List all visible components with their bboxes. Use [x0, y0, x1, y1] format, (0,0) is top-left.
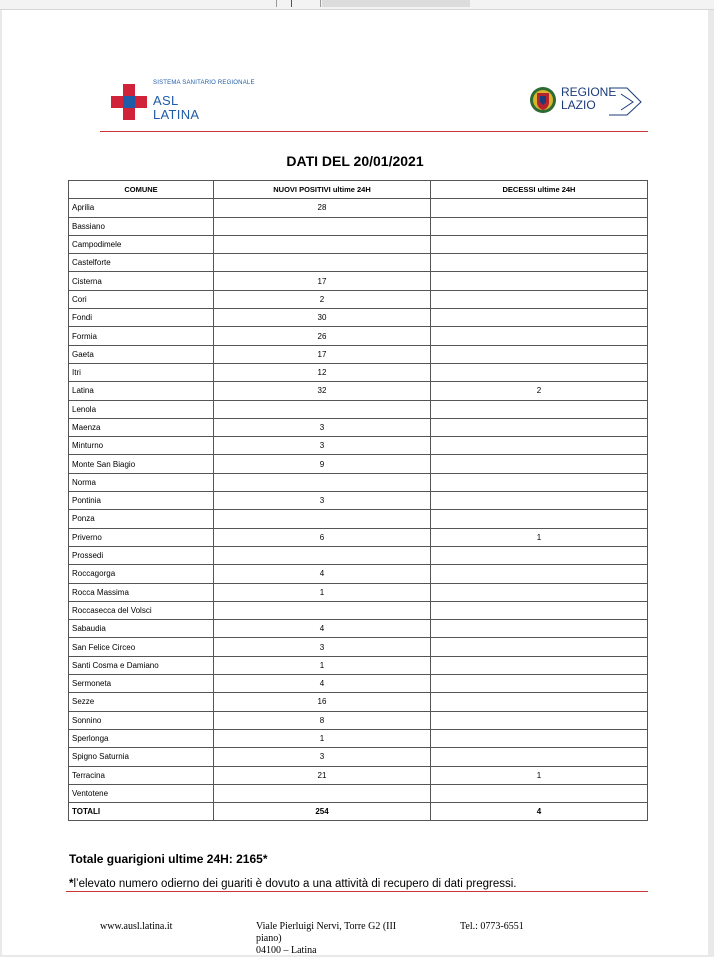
cell-comune: Roccagorga	[69, 565, 214, 583]
covid-data-table	[68, 180, 648, 821]
table-row	[69, 711, 648, 729]
cell-decessi	[431, 693, 648, 711]
table-row	[69, 455, 648, 473]
table-row	[69, 327, 648, 345]
cell-comune: San Felice Circeo	[69, 638, 214, 656]
cell-comune: Pontinia	[69, 492, 214, 510]
table-row	[69, 601, 648, 619]
asl-subtitle: SISTEMA SANITARIO REGIONALE	[153, 80, 255, 86]
table-row	[69, 437, 648, 455]
cell-nuovi-positivi: 3	[214, 748, 431, 766]
cell-comune: Sperlonga	[69, 729, 214, 747]
cell-nuovi-positivi	[214, 400, 431, 418]
cell-comune: Castelforte	[69, 254, 214, 272]
footer-address-line1: Viale Pierluigi Nervi, Torre G2 (III	[256, 921, 397, 932]
cell-nuovi-positivi: 12	[214, 363, 431, 381]
table-body	[69, 199, 648, 821]
cell-decessi: 1	[431, 766, 648, 784]
cell-total-nuovi-positivi: 254	[214, 803, 431, 821]
toolbar-separator	[276, 0, 277, 7]
regione-lazio-logo	[529, 82, 645, 122]
table-row	[69, 638, 648, 656]
column-header-comune: COMUNE	[69, 181, 214, 199]
cell-decessi	[431, 748, 648, 766]
table-row	[69, 235, 648, 253]
table-row	[69, 309, 648, 327]
cell-decessi	[431, 473, 648, 491]
table-row	[69, 473, 648, 491]
table-row	[69, 290, 648, 308]
column-header-decessi: DECESSI ultime 24H	[431, 181, 648, 199]
cell-comune: Aprilia	[69, 199, 214, 217]
cell-comune: Roccasecca del Volsci	[69, 601, 214, 619]
table-row	[69, 418, 648, 436]
note-text: l’elevato numero odierno dei guariti è dovuto a una attività di recupero di dati pregressi.	[73, 878, 517, 890]
cell-nuovi-positivi: 6	[214, 528, 431, 546]
footer-address-line3: 04100 – Latina	[256, 945, 317, 956]
cell-decessi	[431, 546, 648, 564]
asl-name-line1: ASL	[153, 93, 179, 108]
cell-nuovi-positivi: 1	[214, 656, 431, 674]
cell-comune: Latina	[69, 382, 214, 400]
cell-nuovi-positivi	[214, 784, 431, 802]
cell-decessi: 2	[431, 382, 648, 400]
cell-comune: Prossedi	[69, 546, 214, 564]
cell-comune: Sabaudia	[69, 620, 214, 638]
table-row	[69, 766, 648, 784]
cell-comune: Spigno Saturnia	[69, 748, 214, 766]
note-asterisk: *	[69, 878, 74, 890]
cell-comune: Norma	[69, 473, 214, 491]
cell-decessi	[431, 327, 648, 345]
cell-decessi	[431, 290, 648, 308]
table-row	[69, 492, 648, 510]
cell-decessi: 1	[431, 528, 648, 546]
cell-comune: Lenola	[69, 400, 214, 418]
cell-nuovi-positivi: 3	[214, 437, 431, 455]
cell-nuovi-positivi	[214, 546, 431, 564]
table-row	[69, 729, 648, 747]
cell-comune: Itri	[69, 363, 214, 381]
table-row	[69, 510, 648, 528]
cell-decessi	[431, 217, 648, 235]
table-row	[69, 400, 648, 418]
cell-decessi	[431, 620, 648, 638]
table-row	[69, 675, 648, 693]
cell-nuovi-positivi: 1	[214, 729, 431, 747]
cell-nuovi-positivi	[214, 601, 431, 619]
asl-name	[153, 94, 199, 122]
cell-total-decessi: 4	[431, 803, 648, 821]
cell-nuovi-positivi	[214, 473, 431, 491]
cell-decessi	[431, 363, 648, 381]
cell-decessi	[431, 418, 648, 436]
cell-comune: Bassiano	[69, 217, 214, 235]
table-header-row	[69, 181, 648, 199]
table-row	[69, 620, 648, 638]
cell-decessi	[431, 784, 648, 802]
recovered-total: Totale guarigioni ultime 24H: 2165*	[69, 852, 268, 866]
footer-address-line2: piano)	[256, 933, 282, 944]
cell-decessi	[431, 309, 648, 327]
cell-decessi	[431, 345, 648, 363]
cell-decessi	[431, 565, 648, 583]
cell-nuovi-positivi: 17	[214, 345, 431, 363]
cell-nuovi-positivi	[214, 217, 431, 235]
footer-address	[256, 921, 396, 957]
table-row	[69, 363, 648, 381]
cell-nuovi-positivi: 32	[214, 382, 431, 400]
cell-comune: Ventotene	[69, 784, 214, 802]
cell-comune: Cori	[69, 290, 214, 308]
cell-total-label: TOTALI	[69, 803, 214, 821]
table-row	[69, 784, 648, 802]
cell-comune: Sonnino	[69, 711, 214, 729]
table-row	[69, 748, 648, 766]
cell-nuovi-positivi: 4	[214, 620, 431, 638]
cell-decessi	[431, 583, 648, 601]
cell-nuovi-positivi: 4	[214, 565, 431, 583]
recovered-note	[69, 878, 517, 890]
cell-nuovi-positivi: 17	[214, 272, 431, 290]
cell-comune: Sermoneta	[69, 675, 214, 693]
document-title: DATI DEL 20/01/2021	[286, 153, 424, 169]
cell-nuovi-positivi: 3	[214, 418, 431, 436]
cell-decessi	[431, 437, 648, 455]
toolbar-field[interactable]	[322, 0, 470, 7]
asl-name-line2: LATINA	[153, 107, 200, 122]
toolbar-separator	[320, 0, 321, 7]
cell-comune: Maenza	[69, 418, 214, 436]
toolbar-separator	[291, 0, 292, 7]
cell-nuovi-positivi: 30	[214, 309, 431, 327]
cell-nuovi-positivi: 9	[214, 455, 431, 473]
regione-lazio-line2: LAZIO	[561, 98, 596, 112]
cell-nuovi-positivi: 2	[214, 290, 431, 308]
cell-comune: Cisterna	[69, 272, 214, 290]
footer-phone: Tel.: 0773-6551	[460, 921, 524, 932]
table-row	[69, 583, 648, 601]
cell-decessi	[431, 455, 648, 473]
table-row	[69, 272, 648, 290]
cell-decessi	[431, 601, 648, 619]
cell-decessi	[431, 199, 648, 217]
table-row	[69, 217, 648, 235]
cell-comune: Campodimele	[69, 235, 214, 253]
cell-nuovi-positivi	[214, 254, 431, 272]
cell-nuovi-positivi: 28	[214, 199, 431, 217]
cell-comune: Rocca Massima	[69, 583, 214, 601]
table-row	[69, 345, 648, 363]
cell-nuovi-positivi: 16	[214, 693, 431, 711]
cell-nuovi-positivi: 4	[214, 675, 431, 693]
cell-decessi	[431, 492, 648, 510]
cell-comune: Monte San Biagio	[69, 455, 214, 473]
cell-nuovi-positivi: 8	[214, 711, 431, 729]
cell-decessi	[431, 711, 648, 729]
cell-comune: Minturno	[69, 437, 214, 455]
cell-comune: Ponza	[69, 510, 214, 528]
cell-decessi	[431, 510, 648, 528]
table-row	[69, 382, 648, 400]
viewer-toolbar-strip	[0, 0, 714, 10]
regione-lazio-line1: REGIONE	[561, 85, 617, 99]
column-header-nuovi-positivi: NUOVI POSITIVI ultime 24H	[214, 181, 431, 199]
cell-decessi	[431, 656, 648, 674]
cell-comune: Priverno	[69, 528, 214, 546]
cell-decessi	[431, 729, 648, 747]
cell-nuovi-positivi	[214, 235, 431, 253]
cell-comune: Terracina	[69, 766, 214, 784]
regione-lazio-chevron-icon	[607, 86, 643, 116]
cell-nuovi-positivi	[214, 510, 431, 528]
cell-decessi	[431, 254, 648, 272]
table-row	[69, 199, 648, 217]
cell-comune: Gaeta	[69, 345, 214, 363]
cell-nuovi-positivi: 21	[214, 766, 431, 784]
cell-nuovi-positivi: 3	[214, 638, 431, 656]
table-total-row	[69, 803, 648, 821]
cell-decessi	[431, 675, 648, 693]
cell-nuovi-positivi: 1	[214, 583, 431, 601]
header-divider	[100, 131, 648, 132]
table-row	[69, 693, 648, 711]
document-page	[2, 10, 708, 955]
cell-comune: Fondi	[69, 309, 214, 327]
cell-nuovi-positivi: 3	[214, 492, 431, 510]
cell-decessi	[431, 235, 648, 253]
cell-comune: Santi Cosma e Damiano	[69, 656, 214, 674]
asl-cross-icon	[111, 84, 147, 120]
table-row	[69, 254, 648, 272]
cell-decessi	[431, 638, 648, 656]
cell-decessi	[431, 272, 648, 290]
cell-comune: Sezze	[69, 693, 214, 711]
table-row	[69, 546, 648, 564]
footer-divider	[66, 891, 648, 892]
footer-website: www.ausl.latina.it	[100, 921, 173, 932]
regione-lazio-emblem-icon	[529, 84, 557, 116]
cell-comune: Formia	[69, 327, 214, 345]
table-row	[69, 656, 648, 674]
cell-decessi	[431, 400, 648, 418]
table-row	[69, 528, 648, 546]
cell-nuovi-positivi: 26	[214, 327, 431, 345]
table-row	[69, 565, 648, 583]
